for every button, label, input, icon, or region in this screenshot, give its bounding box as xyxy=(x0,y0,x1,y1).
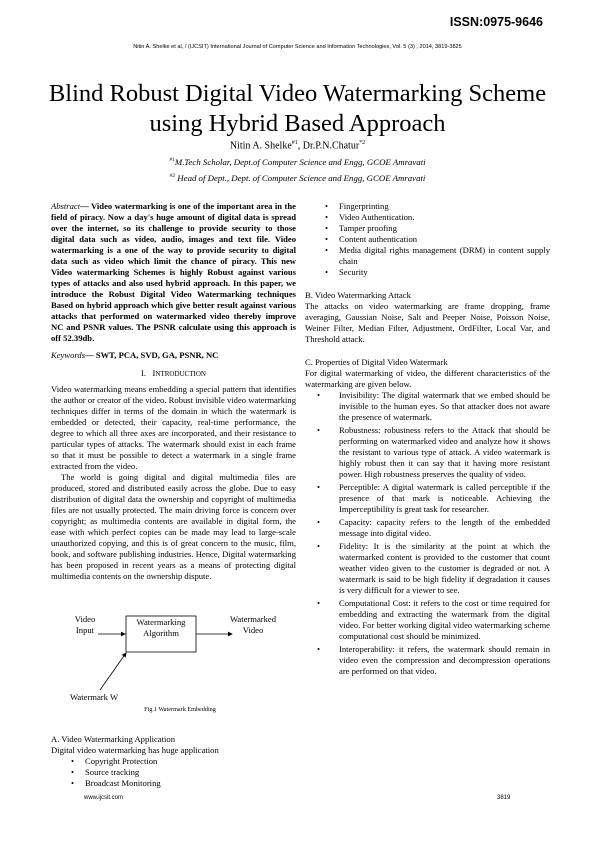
author-separator: , xyxy=(297,140,303,152)
figure-input-line-2: Input xyxy=(75,625,95,635)
paper-title xyxy=(40,79,555,139)
abstract-text: Video watermarking is one of the important area in the field of piracy. Now a day's huge amount of digital data is spread over the internet, so its challenge to provide security to those digital data such as video, audio, images and text file. Video watermarking is a one of the way to provide security to digital data such as video which limit the chance of piracy. This new Video watermarking Schemes is highly Robust against various types of attacks and also used hybrid approach. In this paper, we introduce the Robust Digital Video Watermarking techniques Based on hybrid approach which give better result against various attacks that performed on watermarked video thereby improve NC and PSNR values. The PSNR calculate using this approach is off 52.39db. xyxy=(51,201,297,343)
affiliation-1 xyxy=(0,157,595,167)
author-1: Nitin A. Shelke xyxy=(229,140,292,152)
subsection-c-heading: C. Properties of Digital Video Watermark xyxy=(305,357,448,367)
watermark-arrow xyxy=(100,653,126,690)
figure-box-label xyxy=(126,617,196,639)
figure-output-line-2: Video xyxy=(242,625,264,635)
section-heading-introduction xyxy=(51,368,296,380)
list-item: • Tamper proofing xyxy=(305,223,550,234)
footer-url: www.ijcsit.com xyxy=(84,795,124,801)
title-line-1: Blind Robust Digital Video Watermarking Scheme xyxy=(48,80,547,107)
subsection-b-text: The attacks on video watermarking are frame dropping, frame averaging, Gaussian Noise, Salt and Peeper Noise, Poisson Noise, Weiner Filter, Median Filter, Adjustment, OrdFilter, Local Var, and Threshold attack. xyxy=(305,301,550,344)
affiliation-1-text: M.Tech Scholar, Dept.of Computer Science and Engg, GCOE Amravati xyxy=(174,157,426,167)
figure-box-line-1: Watermarking xyxy=(136,617,186,627)
subsection-a-heading: A. Video Watermarking Application xyxy=(51,734,176,744)
figure-caption: Fig.1 Watermark Embedding xyxy=(144,706,216,713)
list-item: • Interoperability: it refers, the watermark should remain in video even the compression and decompression operations are performed on that video. xyxy=(305,644,550,677)
keywords-text: SWT, PCA, SVD, GA, PSNR, NC xyxy=(95,350,219,360)
subsection-b-heading: B. Video Watermarking Attack xyxy=(305,290,411,300)
list-item: • Copyright Protection xyxy=(51,756,296,767)
list-item: • Broadcast Monitoring xyxy=(51,778,296,789)
section-number: I. xyxy=(141,368,147,378)
section-title-rest: NTRODUCTION xyxy=(155,370,206,378)
figure-output-label xyxy=(220,614,286,636)
author-2: Dr.P.N.Chatur xyxy=(302,140,360,152)
properties-list xyxy=(305,390,550,677)
figure-watermark-embedding xyxy=(70,612,290,722)
author-1-sup: #1 xyxy=(291,140,298,146)
subsection-a-intro: Digital video watermarking has huge application xyxy=(51,745,219,755)
figure-output-line-1: Watermarked xyxy=(229,614,277,624)
intro-paragraph-2: The world is going digital and digital multimedia files are produced, stored and distributed easily across the globe. Due to easy distribution of digital data the ownership and copyright of multimedia files are not usually protected. The main driving force is concern over copyright; as multimedia contents are available in digital form, the ease with which perfect copies can be made may lead to large-scale unauthorized copying, and this is of great concern to the music, film, book, and software publishing industries. Hence, Digital watermarking has been proposed in recent years as a means of protecting digital multimedia contents on the ownership dispute. xyxy=(51,472,296,581)
affiliation-2-sup: #2 xyxy=(169,173,176,180)
abstract xyxy=(51,201,296,344)
affiliation-1-sup: #1 xyxy=(169,157,175,164)
keywords-dash: — xyxy=(85,350,96,360)
list-item: • Video Authentication. xyxy=(305,212,550,223)
list-item: • Computational Cost: it refers to the cost or time required for embedding and extracting the watermark from the digital video. For better working digital video watermarking scheme computational cost should be minimized. xyxy=(305,598,550,642)
left-column-bottom xyxy=(51,734,296,789)
figure-input-line-1: Video xyxy=(74,614,96,624)
author-2-sup: *2 xyxy=(359,140,366,146)
subsection-c-intro: For digital watermarking of video, the different characteristics of the watermarking are given below. xyxy=(305,368,550,389)
application-list-right xyxy=(305,201,550,278)
application-list-left xyxy=(51,756,296,789)
figure-watermark-label: Watermark W xyxy=(70,692,119,702)
title-line-2: using Hybrid Based Approach xyxy=(149,110,446,137)
affiliation-2 xyxy=(0,173,595,183)
section-title-initial: I xyxy=(152,368,156,378)
affiliation-2-text: Head of Dept., Dept. of Computer Science and Engg, GCOE Amravati xyxy=(175,173,426,183)
abstract-label: Abstract xyxy=(51,201,81,211)
running-head: Nitin A. Shelke et al, / (IJCSIT) International Journal of Computer Science and Information Technologies, Vol. 5 (3) , 2014, 3819-3825 xyxy=(133,44,462,50)
list-item: • Media digital rights management (DRM) in content supply chain xyxy=(305,245,550,267)
list-item: • Content authentication xyxy=(305,234,550,245)
list-item: • Perceptible: A digital watermark is called perceptible if the presence of that mark is noticeable. Achieving the Imperceptibility is great task for researcher. xyxy=(305,482,550,515)
figure-box-line-2: Algorithm xyxy=(143,628,179,638)
right-column xyxy=(305,201,550,679)
keywords xyxy=(51,350,296,361)
author-line xyxy=(0,140,595,151)
list-item: • Robustness: robustness refers to the Attack that should be performing on watermarked video and analyze how it shows the resistant to various type of attack. A video watermark is highly robust then it can say that it having more resistant power. High robustness preserves the quality of video. xyxy=(305,425,550,480)
issn-label: ISSN:0975-9646 xyxy=(449,15,543,29)
left-column-top xyxy=(51,201,296,582)
intro-paragraph-1: Video watermarking means embedding a special pattern that identifies the author or creator of the video. Robust invisible video watermarking techniques differ in terms of the domain in which the watermark is embedded or detected, their capacity, real-time performance, the degree to which all three axes are incorporated, and their resistance to particular types of attacks. The watermark should exist in each frame so that it must be possible to detect a watermark in a single frame extracted from the video. xyxy=(51,384,296,471)
list-item: • Capacity: capacity refers to the length of the embedded message into digital video. xyxy=(305,517,550,539)
keywords-label: Keywords xyxy=(51,350,86,360)
list-item: • Fingerprinting xyxy=(305,201,550,212)
list-item: • Source tracking xyxy=(51,767,296,778)
list-item: • Invisibility: The digital watermark that we embed should be invisible to the human eyes. So that attacker does not aware the presence of watermark. xyxy=(305,390,550,423)
abstract-dash: — xyxy=(80,201,92,211)
list-item: • Fidelity: It is the similarity at the point at which the watermarked content is provided to the customer that count weather video given to the customer is degraded or not. A watermark is said to be high fidelity if degradation it causes is very difficult for a viewer to see. xyxy=(305,541,550,596)
list-item: • Security xyxy=(305,267,550,278)
figure-input-label xyxy=(70,614,100,636)
page-number: 3819 xyxy=(497,795,511,801)
